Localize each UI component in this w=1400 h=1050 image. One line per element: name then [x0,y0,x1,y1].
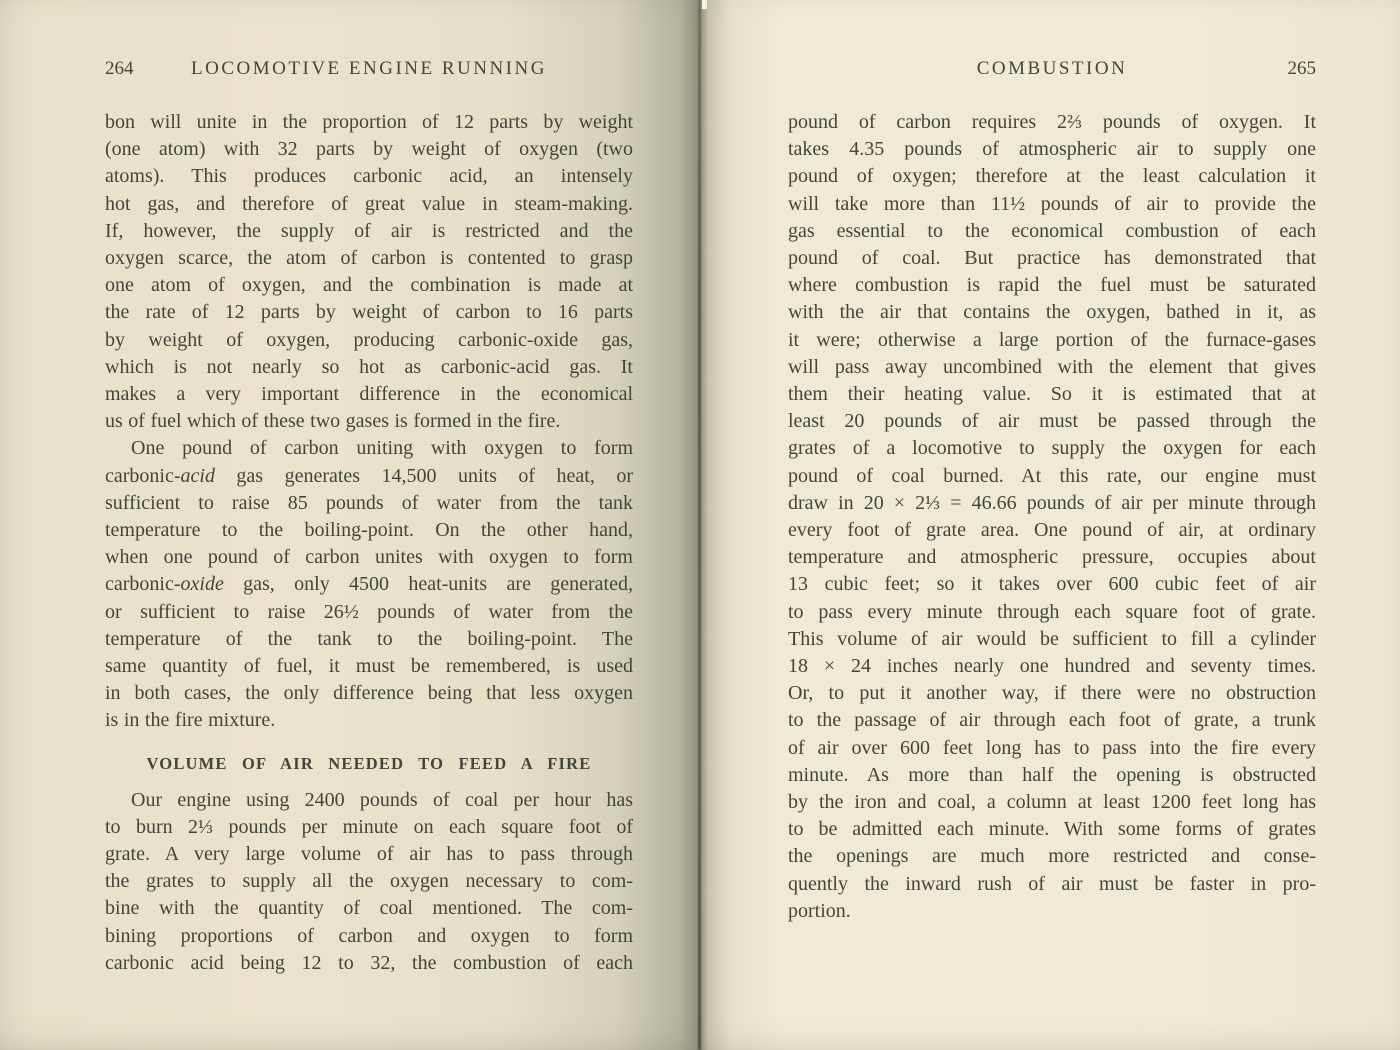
text-line: when one pound of carbon unites with oxygen to form [105,546,633,569]
text-line: (one atom) with 32 parts by weight of oxygen (two [105,138,633,161]
text-line: grates of a locomotive to supply the oxygen for each [788,437,1316,460]
text-line: Or, to put it another way, if there were no obstruction [788,682,1316,705]
text-line: 18 × 24 inches nearly one hundred and seventy times. [788,655,1316,678]
text-line: the openings are much more restricted and conse- [788,845,1316,868]
text-line: will take more than 11½ pounds of air to provide the [788,192,1316,215]
text-line: by weight of oxygen, producing carbonic-oxide gas, [105,328,633,351]
text-line: is in the fire mixture. [105,709,276,732]
text-line: or sufficient to raise 26½ pounds of water from the [105,600,633,623]
text-line: minute. As more than half the opening is obstructed [788,763,1316,786]
page-number: 265 [1287,58,1316,79]
text-line: them their heating value. So it is estimated that at [788,383,1316,406]
text-line: takes 4.35 pounds of atmospheric air to supply one [788,138,1316,161]
text-line: pound of coal burned. At this rate, our engine must [788,464,1316,487]
text-line: Our engine using 2400 pounds of coal per hour has [131,788,633,811]
text-line: to the passage of air through each foot of grate, a trunk [788,709,1316,732]
body-paragraph [105,435,633,734]
left-page-header [105,58,633,84]
text-line: bon will unite in the proportion of 12 parts by weight [105,111,633,133]
text-line: hot gas, and therefore of great value in steam-making. [105,192,633,215]
text-line: carbonic acid being 12 to 32, the combustion of each [105,951,633,974]
text-line: one atom of oxygen, and the combination is made at [105,274,633,297]
text-line: temperature and atmospheric pressure, occupies about [788,546,1316,569]
text-line: will pass away uncombined with the element that gives [788,355,1316,378]
text-line: makes a very important difference in the economical [105,383,633,406]
text-line: One pound of carbon uniting with oxygen to form [131,437,633,460]
text-line: sufficient to raise 85 pounds of water from the tank [105,491,633,514]
text-line: grate. A very large volume of air has to pass through [105,843,633,866]
text-line: in both cases, the only difference being that less oxygen [105,682,633,705]
right-page [700,0,1400,1050]
text-line: which is not nearly so hot as carbonic-acid gas. It [105,355,633,378]
text-line: us of fuel which of these two gases is formed in the fire. [105,410,561,433]
text-line: it were; otherwise a large portion of the furnace-gases [788,328,1316,351]
running-head: COMBUSTION [976,58,1128,79]
text-line: bining proportions of carbon and oxygen to form [105,924,633,947]
text-line: of air over 600 feet long has to pass into the fire every [788,736,1316,759]
text-line: to burn 2⅓ pounds per minute on each square foot of [105,815,633,838]
body-paragraph [788,109,1316,925]
right-page-header [788,58,1316,84]
right-page-column [788,58,1316,925]
text-line: draw in 20 × 2⅓ = 46.66 pounds of air per minute through [788,491,1316,514]
text-line: bine with the quantity of coal mentioned. The com- [105,897,633,920]
text-line: quently the inward rush of air must be faster in pro- [788,872,1316,895]
text-line: to pass every minute through each square foot of grate. [788,600,1316,623]
text-line: by the iron and coal, a column at least 1200 feet long has [788,791,1316,814]
section-heading: VOLUME OF AIR NEEDED TO FEED A FIRE [146,753,592,773]
book-gutter [698,0,701,1050]
text-line: every foot of grate area. One pound of air, at ordinary [788,519,1316,542]
text-line: to be admitted each minute. With some forms of grates [788,818,1316,841]
book-gutter-page-edge [702,0,707,9]
running-head: LOCOMOTIVE ENGINE RUNNING [191,58,547,79]
body-paragraph [105,787,633,977]
text-line: pound of coal. But practice has demonstrated that [788,247,1316,270]
text-line: This volume of air would be sufficient to fill a cylinder [788,627,1316,650]
text-line: carbonic-oxide gas, only 4500 heat-units are generated, [105,573,633,596]
text-line: gas essential to the economical combustion of each [788,219,1316,242]
text-line: the rate of 12 parts by weight of carbon to 16 parts [105,301,633,324]
text-line: same quantity of fuel, it must be remembered, is used [105,655,633,678]
text-line: where combustion is rapid the fuel must be saturated [788,274,1316,297]
text-line: with the air that contains the oxygen, bathed in it, as [788,301,1316,324]
text-line: the grates to supply all the oxygen necessary to com- [105,870,633,893]
page-number: 264 [105,58,134,79]
text-line: portion. [788,899,851,922]
text-line: 13 cubic feet; so it takes over 600 cubic feet of air [788,573,1316,596]
text-line: least 20 pounds of air must be passed through the [788,410,1316,433]
left-page-column [105,58,633,977]
text-line: If, however, the supply of air is restricted and the [105,219,633,242]
body-paragraph [105,109,633,435]
text-line: atoms). This produces carbonic acid, an intensely [105,165,633,188]
text-line: oxygen scarce, the atom of carbon is contented to grasp [105,247,633,270]
text-line: pound of oxygen; therefore at the least calculation it [788,165,1316,188]
text-line: carbonic-acid gas generates 14,500 units of heat, or [105,464,633,487]
text-line: temperature of the tank to the boiling-point. The [105,627,633,650]
text-line: pound of carbon requires 2⅔ pounds of oxygen. It [788,111,1316,133]
text-line: temperature to the boiling-point. On the other hand, [105,519,633,542]
